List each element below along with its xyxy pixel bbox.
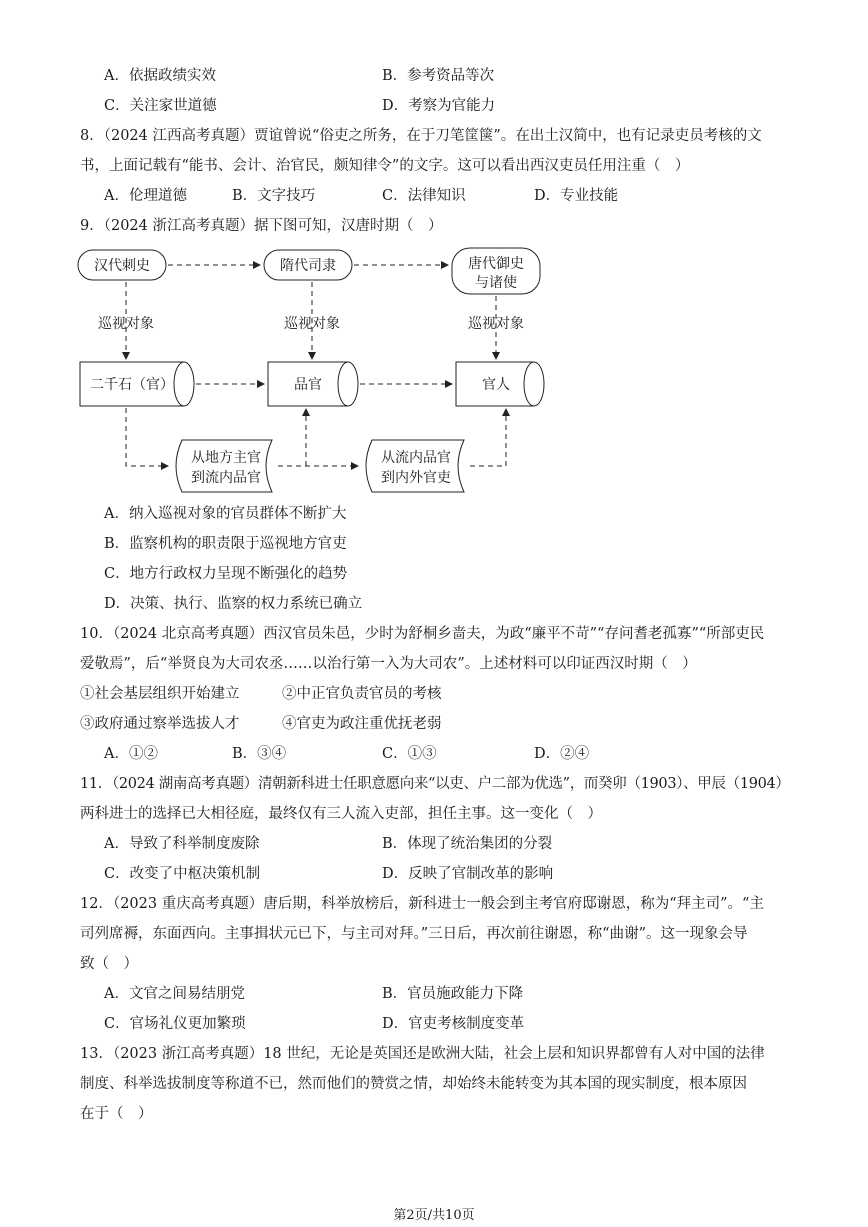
q12-option-a: A．文官之间易结朋党 [104, 986, 245, 1002]
label-erqianshi: 二千石（官） [90, 377, 174, 393]
q10-option-c: C．①③ [382, 746, 437, 762]
q13-stem-line2: 制度、科举选拔制度等称道不已，然而他们的赞赏之情，却始终未能转变为其本国的现实制度，根本原因 [80, 1076, 747, 1092]
q11-option-a: A．导致了科举制度废除 [104, 836, 260, 852]
q12-option-c: C．官场礼仪更加繁琐 [104, 1016, 246, 1032]
q10-item-3: ③政府通过察举选拔人才 [80, 716, 240, 732]
q7-option-c: C．关注家世道德 [104, 98, 217, 114]
label-pinguan: 品官 [294, 377, 322, 393]
q10-stem-line1: 10．（2024 北京高考真题）西汉官员朱邑，少时为舒桐乡啬夫，为政“廉平不苛”“存问耆老孤寡”“所部吏民 [80, 626, 765, 642]
q12-stem-line1: 12．（2023 重庆高考真题）唐后期，科举放榜后，新科进士一般会到主考官府邸谢恩，称为“拜主司”。“主 [80, 896, 764, 912]
edge-label-3: 巡视对象 [468, 316, 524, 332]
q11-option-c: C．改变了中枢决策机制 [104, 866, 261, 882]
label-bottom-1a: 从地方主官 [191, 450, 261, 466]
q7-option-a: A．依据政绩实效 [104, 68, 216, 84]
q9-option-a: A．纳入巡视对象的官员群体不断扩大 [104, 506, 347, 522]
q10-item-4: ④官吏为政注重优抚老弱 [282, 716, 442, 732]
edge-label-1: 巡视对象 [98, 316, 154, 332]
label-sui-sili: 隋代司隶 [280, 258, 336, 274]
q13-stem-line3: 在于（ ） [80, 1106, 153, 1122]
q11-option-b: B．体现了统治集团的分裂 [382, 836, 553, 852]
q9-option-d: D．决策、执行、监察的权力系统已确立 [104, 596, 363, 612]
q12-stem-line3: 致（ ） [80, 956, 138, 972]
label-han-cishi: 汉代刺史 [94, 258, 150, 274]
page-footer: 第2页/共10页 [393, 1208, 475, 1223]
q8-stem-line2: 书，上面记载有“能书、会计、治官民，颇知律令”的文字。这可以看出西汉吏员任用注重（ ） [80, 158, 690, 174]
q11-option-d: D．反映了官制改革的影响 [382, 866, 554, 882]
q8-stem-line1: 8．（2024 江西高考真题）贾谊曾说“俗吏之所务，在于刀笔筐箧”。在出土汉简中，也有记录吏员考核的文 [80, 128, 762, 144]
q8-option-b: B．文字技巧 [232, 188, 316, 204]
label-bottom-1b: 到流内品官 [191, 470, 261, 486]
q8-option-d: D．专业技能 [534, 188, 619, 204]
label-bottom-2b: 到内外官吏 [381, 470, 451, 486]
q9-option-b: B．监察机构的职责限于巡视地方官吏 [104, 536, 347, 552]
q10-option-d: D．②④ [534, 746, 590, 762]
q8-option-c: C．法律知识 [382, 188, 466, 204]
q9-diagram [72, 240, 552, 500]
q11-stem-line2: 两科进士的选择已大相径庭，最终仅有三人流入吏部，担任主事。这一变化（ ） [80, 806, 602, 822]
q12-option-b: B．官员施政能力下降 [382, 986, 524, 1002]
q7-option-d: D．考察为官能力 [382, 98, 496, 114]
label-tang-yushi: 唐代御史 [468, 256, 524, 272]
edge-label-2: 巡视对象 [284, 316, 340, 332]
q8-option-a: A．伦理道德 [104, 188, 187, 204]
q12-stem-line2: 司列席褥，东面西向。主事揖状元已下，与主司对拜。”三日后，再次前往谢恩，称“曲谢”。这一现象会导 [80, 926, 748, 942]
q7-option-b: B．参考资品等次 [382, 68, 495, 84]
q10-item-2: ②中正官负责官员的考核 [282, 686, 442, 702]
label-bottom-2a: 从流内品官 [381, 450, 451, 466]
q10-option-b: B．③④ [232, 746, 287, 762]
q12-option-d: D．官吏考核制度变革 [382, 1016, 525, 1032]
q13-stem-line1: 13．（2023 浙江高考真题）18 世纪，无论是英国还是欧洲大陆，社会上层和知识界都曾有人对中国的法律 [80, 1046, 765, 1062]
label-yu-zhushi: 与诸使 [475, 275, 517, 291]
q9-stem: 9．（2024 浙江高考真题）据下图可知，汉唐时期（ ） [80, 218, 443, 234]
q11-stem-line1: 11．（2024 湖南高考真题）清朝新科进士任职意愿向来“以吏、户二部为优选”，而癸卯（1903）、甲辰（1904） [80, 776, 790, 792]
label-guanren: 官人 [482, 377, 510, 393]
q10-item-1: ①社会基层组织开始建立 [80, 686, 240, 702]
q10-stem-line2: 爱敬焉”，后“举贤良为大司农丞……以治行第一入为大司农”。上述材料可以印证西汉时期（ ） [80, 656, 697, 672]
q9-option-c: C．地方行政权力呈现不断强化的趋势 [104, 566, 348, 582]
q10-option-a: A．①② [104, 746, 158, 762]
